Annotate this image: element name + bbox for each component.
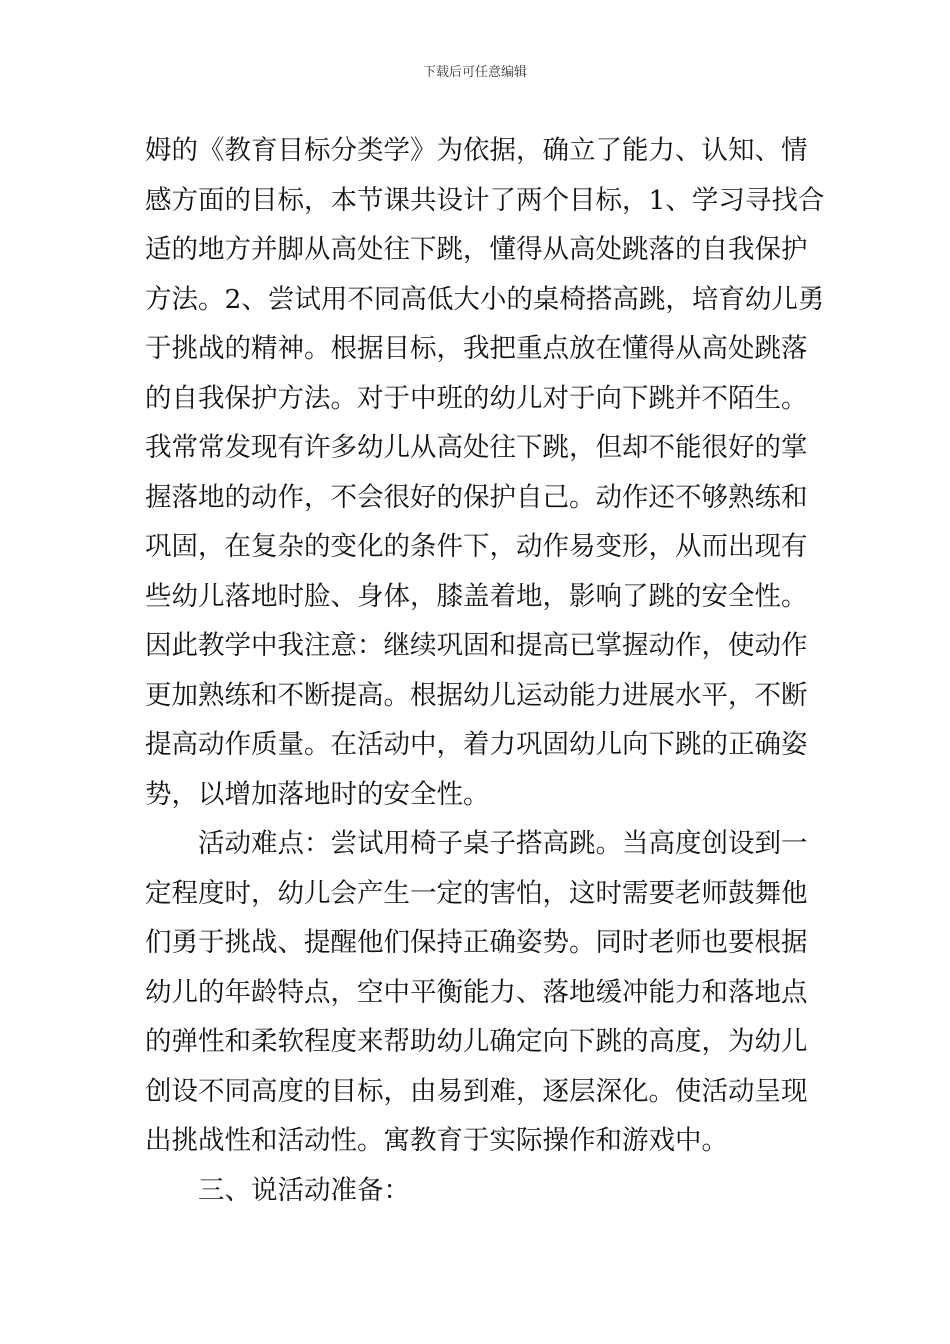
- text-line: 些幼儿落地时脸、身体，膝盖着地，影响了跳的安全性。: [145, 580, 808, 612]
- text-line: 的自我保护方法。对于中班的幼儿对于向下跳并不陌生。: [145, 382, 808, 414]
- text-line: 们勇于挑战、提醒他们保持正确姿势。同时老师也要根据: [145, 927, 808, 958]
- text-line: 创设不同高度的目标，由易到难，逐层深化。使活动呈现: [145, 1075, 808, 1107]
- text-line: 我常常发现有许多幼儿从高处往下跳，但却不能很好的掌: [145, 432, 808, 463]
- text-line: 定程度时，幼儿会产生一定的害怕，这时需要老师鼓舞他: [145, 877, 808, 909]
- text-line: 感方面的目标，本节课共设计了两个目标，1、学习寻找合: [145, 184, 825, 216]
- text-line: 出挑战性和活动性。寓教育于实际操作和游戏中。: [145, 1125, 728, 1156]
- text-line: 握落地的动作，不会很好的保护自己。动作还不够熟练和: [145, 481, 808, 513]
- text-line: 姆的《教育目标分类学》为依据，确立了能力、认知、情: [145, 135, 808, 166]
- text-line: 更加熟练和不断提高。根据幼儿运动能力进展水平，不断: [145, 679, 808, 711]
- text-line: 方法。2、尝试用不同高低大小的桌椅搭高跳，培育幼儿勇: [145, 283, 825, 315]
- text-line: 提高动作质量。在活动中，着力巩固幼儿向下跳的正确姿: [145, 729, 808, 760]
- body-text: [145, 126, 825, 1215]
- text-line: 适的地方并脚从高处往下跳，懂得从高处跳落的自我保护: [145, 234, 808, 265]
- text-line: 于挑战的精神。根据目标，我把重点放在懂得从高处跳落: [145, 333, 808, 364]
- paragraph-objectives: [145, 126, 825, 819]
- text-line: 幼儿的年龄特点，空中平衡能力、落地缓冲能力和落地点: [145, 976, 808, 1008]
- text-line: 因此教学中我注意：继续巩固和提高已掌握动作，使动作: [145, 630, 808, 661]
- section-heading: 三、说活动准备：: [198, 1174, 410, 1206]
- text-line: 活动难点：尝试用椅子桌子搭高跳。当高度创设到一: [198, 828, 808, 859]
- paragraph-difficulty: [145, 819, 809, 1166]
- text-line: 巩固，在复杂的变化的条件下，动作易变形，从而出现有: [145, 531, 808, 562]
- text-line: 势，以增加落地时的安全性。: [145, 778, 490, 810]
- section-heading-preparation: [145, 1166, 809, 1216]
- text-line: 的弹性和柔软程度来帮助幼儿确定向下跳的高度，为幼儿: [145, 1026, 808, 1057]
- page-header: 下载后可任意编辑: [422, 65, 527, 80]
